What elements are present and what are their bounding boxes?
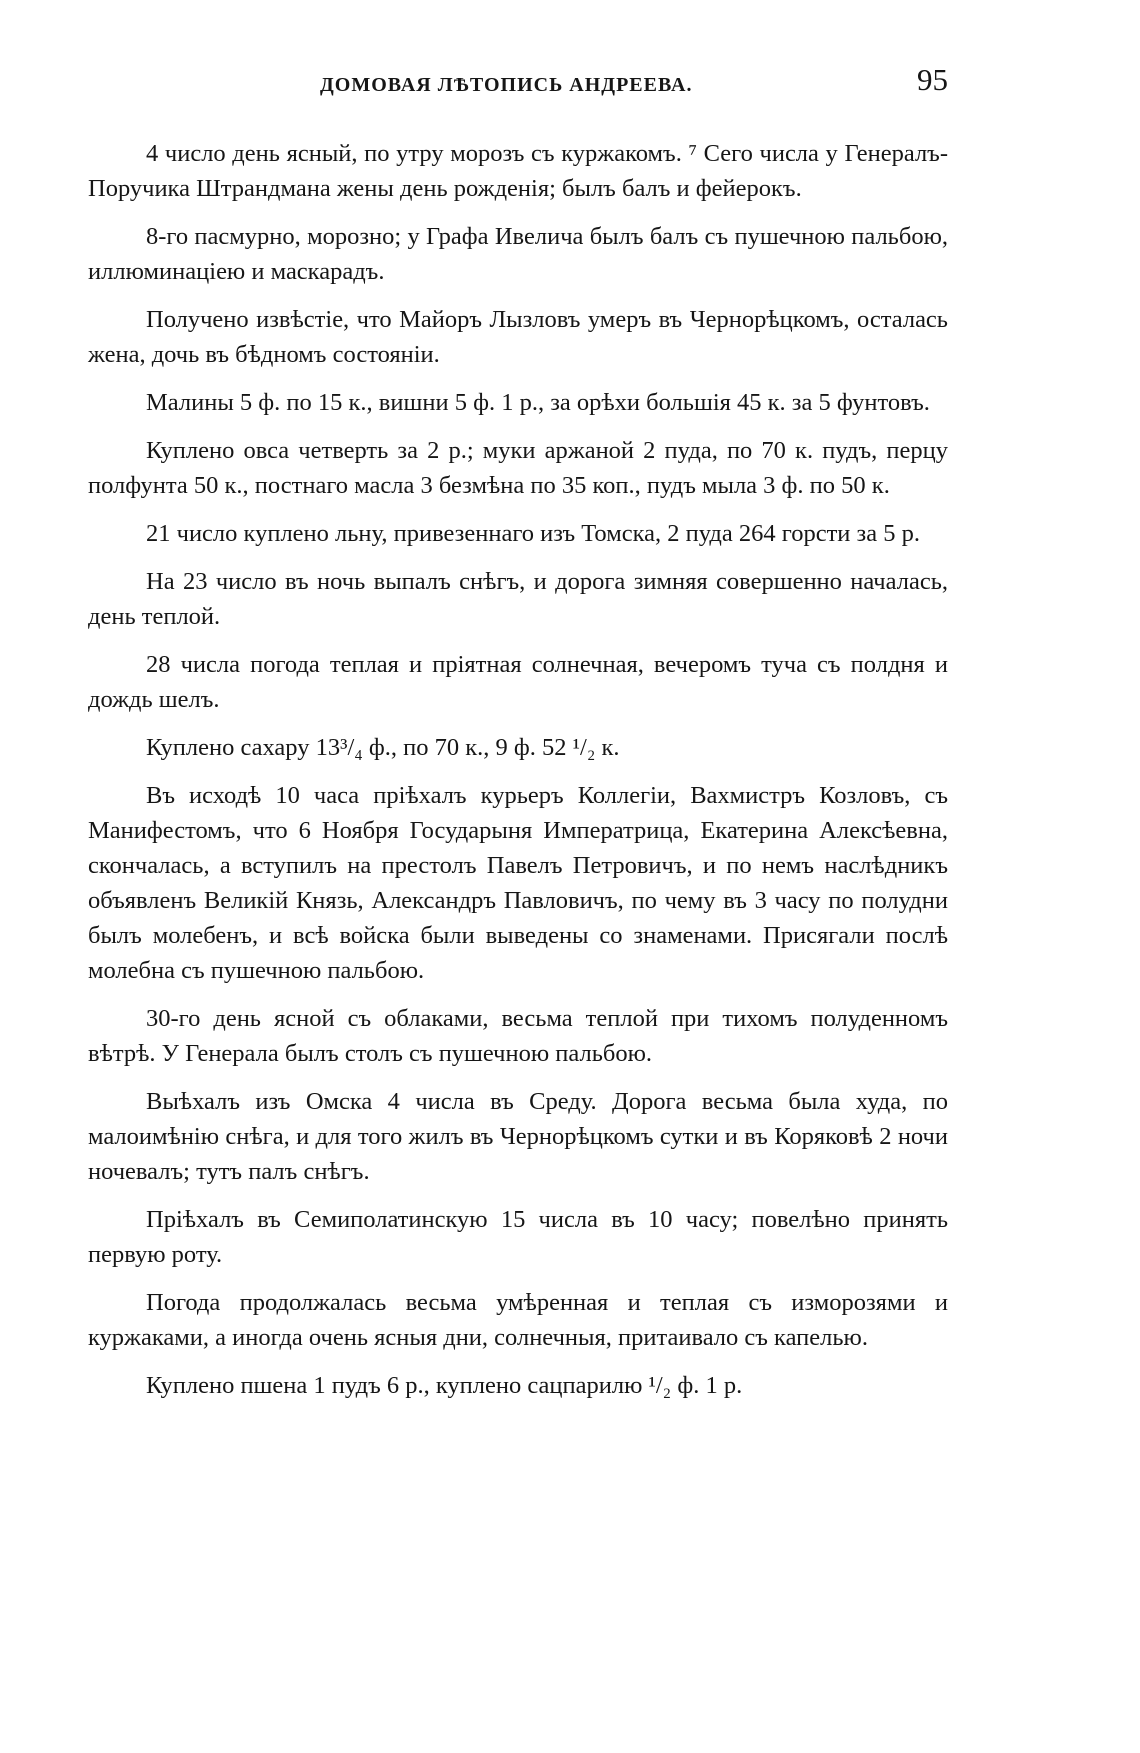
- paragraph: Пріѣхалъ въ Семиполатинскую 15 числа въ 10 часу; повелѣно принять первую роту.: [88, 1206, 948, 1268]
- page-header: [88, 62, 948, 106]
- paragraph: 4 число день ясный, по утру морозъ съ куржакомъ. ⁷ Сего числа у Генералъ-Поручика Штрандмана жены день рожденія; былъ балъ и фейерокъ.: [88, 140, 948, 202]
- paragraph: Выѣхалъ изъ Омска 4 числа въ Среду. Дорога весьма была худа, по малоимѣнію снѣга, и для того жилъ въ Чернорѣцкомъ сутки и въ Коряковѣ 2 ночи ночевалъ; тутъ палъ снѣгъ.: [88, 1088, 948, 1185]
- paragraph: Куплено сахару 13³/₄ ф., по 70 к., 9 ф. 52 ¹/₂ к.: [146, 734, 620, 761]
- paragraph: Малины 5 ф. по 15 к., вишни 5 ф. 1 р., за орѣхи большія 45 к. за 5 фунтовъ.: [146, 389, 930, 416]
- page-body: [88, 136, 948, 1416]
- paragraph: Погода продолжалась весьма умѣренная и теплая съ изморозями и куржаками, а иногда очень ясныя дни, солнечныя, притаивало съ капелью.: [88, 1289, 948, 1351]
- paragraph: Куплено овса четверть за 2 р.; муки аржаной 2 пуда, по 70 к. пудъ, перцу полфунта 50 к., постнаго масла 3 безмѣна по 35 коп., пудъ мыла 3 ф. по 50 к.: [88, 437, 948, 499]
- paragraph: На 23 число въ ночь выпалъ снѣгъ, и дорога зимняя совершенно началась, день теплой.: [88, 568, 948, 630]
- paragraph: 30-го день ясной съ облаками, весьма теплой при тихомъ полуденномъ вѣтрѣ. У Генерала былъ столъ съ пушечною пальбою.: [88, 1005, 948, 1067]
- paragraph: 21 число куплено льну, привезеннаго изъ Томска, 2 пуда 264 горсти за 5 р.: [146, 520, 920, 547]
- paragraph: Въ исходѣ 10 часа пріѣхалъ курьеръ Коллегіи, Вахмистръ Козловъ, съ Манифестомъ, что 6 Ноября Государыня Императрица, Екатерина Алексѣевна, скончалась, а вступилъ на престолъ Павелъ Петровичъ, и по немъ наслѣдникъ объявленъ Великій Князь, Александръ Павловичъ, по чему въ 3 часу по полудни былъ молебенъ, и всѣ войска были выведены со знаменами. Присягали послѣ молебна съ пушечною пальбою.: [88, 782, 948, 984]
- paragraph: Куплено пшена 1 пудъ 6 р., куплено сацпарилю ¹/₂ ф. 1 р.: [146, 1372, 743, 1399]
- paragraph: 8-го пасмурно, морозно; у Графа Ивелича былъ балъ съ пушечною пальбою, иллюминаціею и маскарадъ.: [88, 223, 948, 285]
- page-number: 95: [917, 62, 948, 97]
- running-title: ДОМОВАЯ ЛѢТОПИСЬ АНДРЕЕВА.: [320, 74, 693, 96]
- paragraph: 28 числа погода теплая и пріятная солнечная, вечеромъ туча съ полдня и дождь шелъ.: [88, 651, 948, 713]
- paragraph: Получено извѣстіе, что Майоръ Лызловъ умеръ въ Чернорѣцкомъ, осталась жена, дочь въ бѣдномъ состояніи.: [88, 306, 948, 368]
